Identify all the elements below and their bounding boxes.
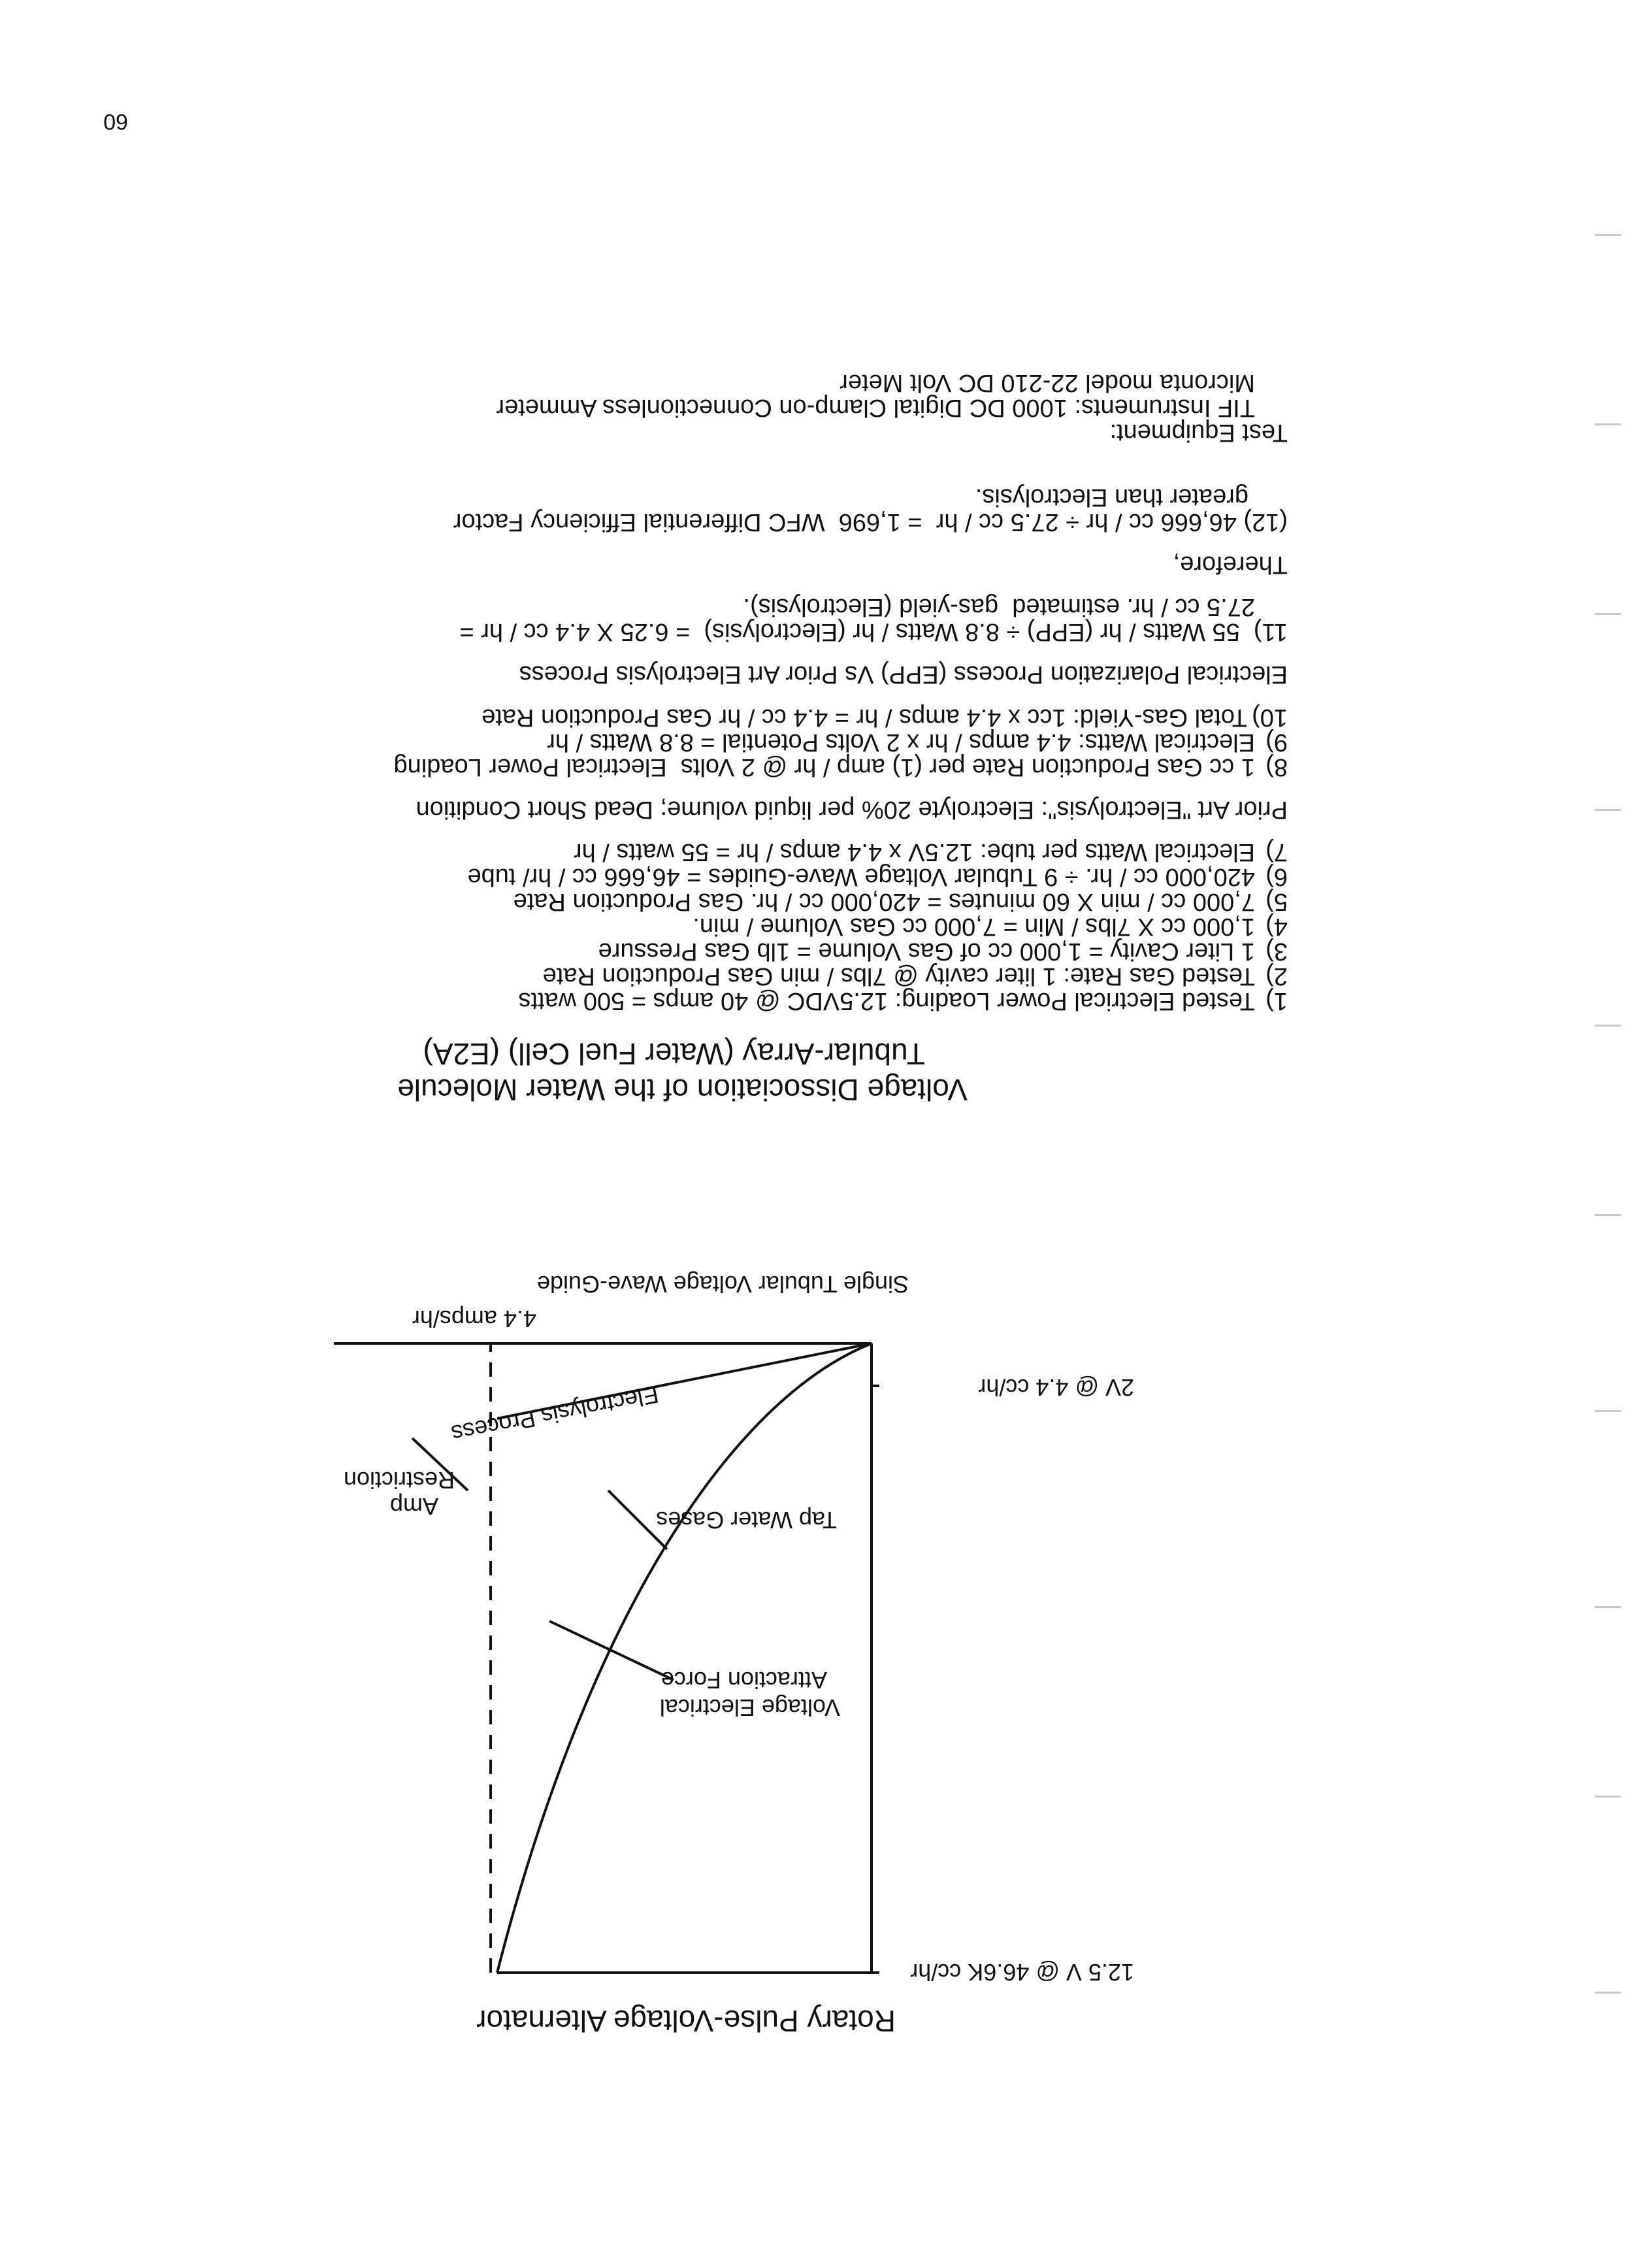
scan-edge-mark bbox=[1595, 1606, 1621, 1608]
scan-edge-mark bbox=[1595, 423, 1621, 425]
equipment-line1: TIF Instruments: 1000 DC Digital Clamp-on Connectionless Ammeter bbox=[496, 394, 1255, 421]
test-num: 3) bbox=[1265, 938, 1288, 965]
scan-edge-mark bbox=[1595, 1410, 1621, 1412]
heading-line2: Tubular-Array (Water Fuel Cell) (E2A) bbox=[423, 1037, 925, 1071]
item-11-line2: 27.5 cc / hr. estimated gas-yield (Electrolysis). bbox=[743, 593, 1255, 621]
scan-edge-mark bbox=[1595, 1992, 1621, 1994]
prior-art-text: Total Gas-Yield: 1cc x 4.4 amps / hr = 4.4 cc / hr Gas Production Rate bbox=[481, 704, 1247, 731]
test-num: 5) bbox=[1265, 888, 1288, 915]
voltage-curve bbox=[497, 1343, 872, 1973]
scan-edge-mark bbox=[1595, 613, 1621, 615]
test-text: 420,000 cc / hr. ÷ 9 Tubular Voltage Wave-Guides = 46,666 cc / hr/ tube bbox=[467, 863, 1255, 891]
scan-edge-mark bbox=[1595, 1214, 1621, 1216]
prior-art-text: 1 cc Gas Production Rate per (1) amp / hr @ 2 Volts Electrical Power Loading bbox=[393, 753, 1255, 781]
heading-line1: Voltage Dissociation of the Water Molecule bbox=[397, 1073, 968, 1107]
item-12-line2: greater than Electrolysis. bbox=[975, 484, 1248, 511]
item-11-line1: 11) 55 Watts / hr (EPP) ÷ 8.8 Watts / hr (Electrolysis) = 6.25 X 4.4 cc / hr = bbox=[459, 618, 1288, 646]
test-text: 1,000 cc X 7lbs / Min = 7,000 cc Gas Volume / min. bbox=[693, 913, 1255, 940]
scan-edge-mark bbox=[1595, 1796, 1621, 1798]
electrolysis-line bbox=[497, 1343, 872, 1419]
prior-art-num: 8) bbox=[1265, 753, 1288, 781]
test-text: 7,000 cc / min X 60 minutes = 420,000 cc / hr. Gas Production Rate bbox=[513, 888, 1255, 915]
tap-water-gases-label: Tap Water Gases bbox=[656, 1507, 837, 1534]
scan-edge-mark bbox=[1595, 234, 1621, 236]
test-num: 7) bbox=[1265, 838, 1288, 866]
amp-restriction-label-line2: Restriction bbox=[343, 1467, 455, 1494]
diagram-title: Rotary Pulse-Voltage Alternator bbox=[476, 2004, 896, 2038]
amp-restriction-leader bbox=[412, 1438, 468, 1490]
equipment-heading: Test Equipment: bbox=[1109, 419, 1288, 446]
test-num: 6) bbox=[1265, 863, 1288, 891]
scan-edge-mark bbox=[1595, 1025, 1621, 1027]
test-text: Tested Electrical Power Loading: 12.5VDC @ 40 amps = 500 watts bbox=[518, 987, 1255, 1015]
electrolysis-process-label: Electrolysis Process bbox=[449, 1381, 661, 1448]
comparison-heading: Electrical Polarization Process (EPP) Vs Prior Art Electrolysis Process bbox=[519, 661, 1288, 688]
prior-art-num: 10) bbox=[1252, 704, 1288, 731]
prior-art-heading: Prior Art "Electrolysis": Electrolyte 20% per liquid volume; Dead Short Condition bbox=[416, 796, 1288, 823]
test-num: 1) bbox=[1265, 987, 1288, 1015]
amp-restriction-label-line1: Amp bbox=[389, 1493, 438, 1520]
tap-water-leader bbox=[608, 1490, 667, 1549]
therefore-text: Therefore, bbox=[1173, 551, 1288, 578]
test-text: Tested Gas Rate: 1 liter cavity @ 7lbs / min Gas Production Rate bbox=[542, 962, 1255, 990]
voltage-force-label-line2: Attraction Force bbox=[660, 1667, 827, 1694]
right-voltage-label: 2V @ 4.4 cc/hr bbox=[978, 1374, 1134, 1401]
test-num: 4) bbox=[1265, 913, 1288, 940]
voltage-force-leader bbox=[549, 1621, 674, 1680]
left-voltage-label: 12.5 V @ 46.6K cc/hr bbox=[910, 1959, 1134, 1986]
scan-edge-mark bbox=[1595, 809, 1621, 811]
diagram-caption: Single Tubular Voltage Wave-Guide bbox=[536, 1271, 909, 1298]
test-num: 2) bbox=[1265, 962, 1288, 990]
equipment-line2: Micronta model 22-210 DC Volt Meter bbox=[840, 369, 1255, 397]
prior-art-text: Electrical Watts: 4.4 amps / hr x 2 Volts Potential = 8.8 Watts / hr bbox=[547, 729, 1255, 756]
prior-art-num: 9) bbox=[1265, 729, 1288, 756]
test-text: Electrical Watts per tube: 12.5V x 4.4 amps / hr = 55 watts / hr bbox=[574, 838, 1255, 866]
item-12-line1: (12) 46,666 cc / hr ÷ 27.5 cc / hr = 1,696 WFC Differential Efficiency Factor bbox=[453, 508, 1288, 536]
test-text: 1 Liter Cavity = 1,000 cc of Gas Volume = 1lb Gas Pressure bbox=[598, 938, 1255, 965]
page-number: 60 bbox=[103, 109, 128, 134]
amp-label: 4.4 amps/hr bbox=[412, 1306, 536, 1332]
voltage-force-label-line1: Voltage Electrical bbox=[659, 1694, 840, 1721]
